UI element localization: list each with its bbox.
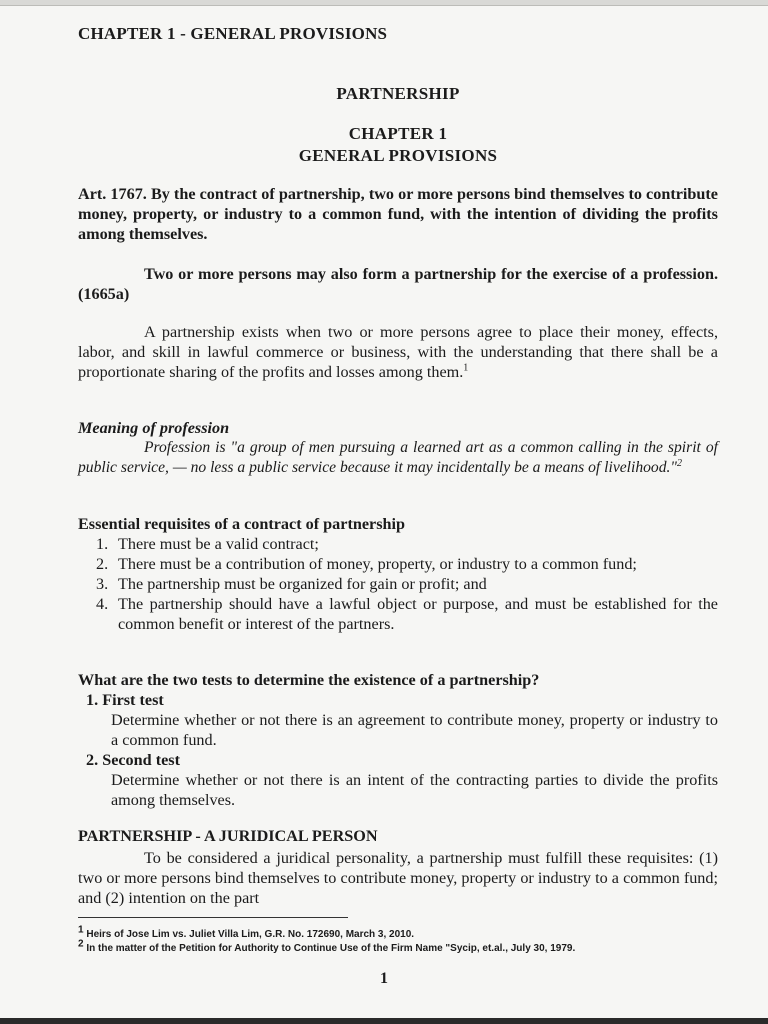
list-item-text: The partnership must be organized for gain or profit; and: [118, 575, 487, 593]
profession-text: Profession is "a group of men pursuing a learned art as a common calling in the spirit of public service, — no less a public service because it may incidentally be a means of livelihood.": [78, 439, 718, 476]
page-number: 1: [380, 970, 388, 987]
article-1767: Art. 1767. By the contract of partnership, two or more persons bind themselves to contribute money, property, or industry to a common fund, with the intention of dividing the profits among themselves.: [78, 185, 718, 243]
footnote-ref-1: 1: [463, 362, 469, 374]
juridical-heading: PARTNERSHIP - A JURIDICAL PERSON: [78, 827, 378, 845]
top-edge-rule: [0, 0, 768, 6]
list-item: [78, 690, 718, 750]
first-test-text: Determine whether or not there is an agreement to contribute money, property or industry to a common fund.: [111, 711, 718, 749]
list-item: [78, 594, 718, 634]
list-item: [78, 574, 718, 594]
definition-paragraph: [78, 322, 718, 382]
list-item: [78, 534, 718, 554]
list-item-number: 2.: [96, 555, 109, 573]
footnote-mark: 1: [78, 924, 84, 936]
running-head: CHAPTER 1 - GENERAL PROVISIONS: [78, 24, 388, 43]
profession-definition: [78, 438, 718, 478]
requisites-list: [78, 534, 718, 634]
footnote-2: [78, 938, 718, 956]
footnotes: [78, 924, 718, 956]
second-test-title: 2. Second test: [86, 751, 180, 769]
chapter-number: CHAPTER 1: [348, 124, 448, 143]
list-item-text: There must be a valid contract;: [118, 535, 319, 553]
requisites-list-container: [78, 534, 718, 634]
list-item-number: 3.: [96, 575, 109, 593]
footnote-text: Heirs of Jose Lim vs. Juliet Villa Lim, G.R. No. 172690, March 3, 2010.: [86, 929, 415, 940]
list-item: [78, 554, 718, 574]
tests-list: [78, 690, 718, 810]
definition-text: A partnership exists when two or more persons agree to place their money, effects, labor, and skill in lawful commerce or business, with the understanding that there shall be a proportionate sharing of the profits and losses among them.: [78, 323, 718, 381]
bottom-edge: [0, 1018, 768, 1024]
list-item: [78, 750, 718, 810]
list-item-text: There must be a contribution of money, property, or industry to a common fund;: [118, 555, 637, 573]
chapter-subtitle: GENERAL PROVISIONS: [298, 146, 498, 165]
requisites-heading: Essential requisites of a contract of partnership: [78, 515, 406, 533]
second-test-text: Determine whether or not there is an intent of the contracting parties to divide the profits among themselves.: [111, 771, 718, 809]
footnote-1: [78, 924, 718, 942]
profession-heading: Meaning of profession: [78, 419, 230, 437]
list-item-number: 4.: [96, 595, 109, 613]
document-title: PARTNERSHIP: [336, 84, 460, 103]
article-1767-paragraph-2: Two or more persons may also form a partnership for the exercise of a profession. (1665a): [78, 265, 718, 303]
list-item-text: The partnership should have a lawful object or purpose, and must be established for the common benefit or interest of the partners.: [118, 595, 718, 633]
footnote-divider: [78, 917, 348, 918]
juridical-text: To be considered a juridical personality, a partnership must fulfill these requisites: (1) two or more persons bind themselves to contribute money, property or industry to a common fund; and (2) intention on the part: [78, 849, 718, 907]
list-item-number: 1.: [96, 535, 109, 553]
tests-heading: What are the two tests to determine the existence of a partnership?: [78, 671, 540, 689]
first-test-title: 1. First test: [86, 691, 164, 709]
footnote-ref-2: 2: [676, 457, 682, 469]
footnote-mark: 2: [78, 938, 84, 950]
footnote-text: In the matter of the Petition for Authority to Continue Use of the Firm Name "Sycip, et.al., July 30, 1979.: [86, 943, 576, 954]
